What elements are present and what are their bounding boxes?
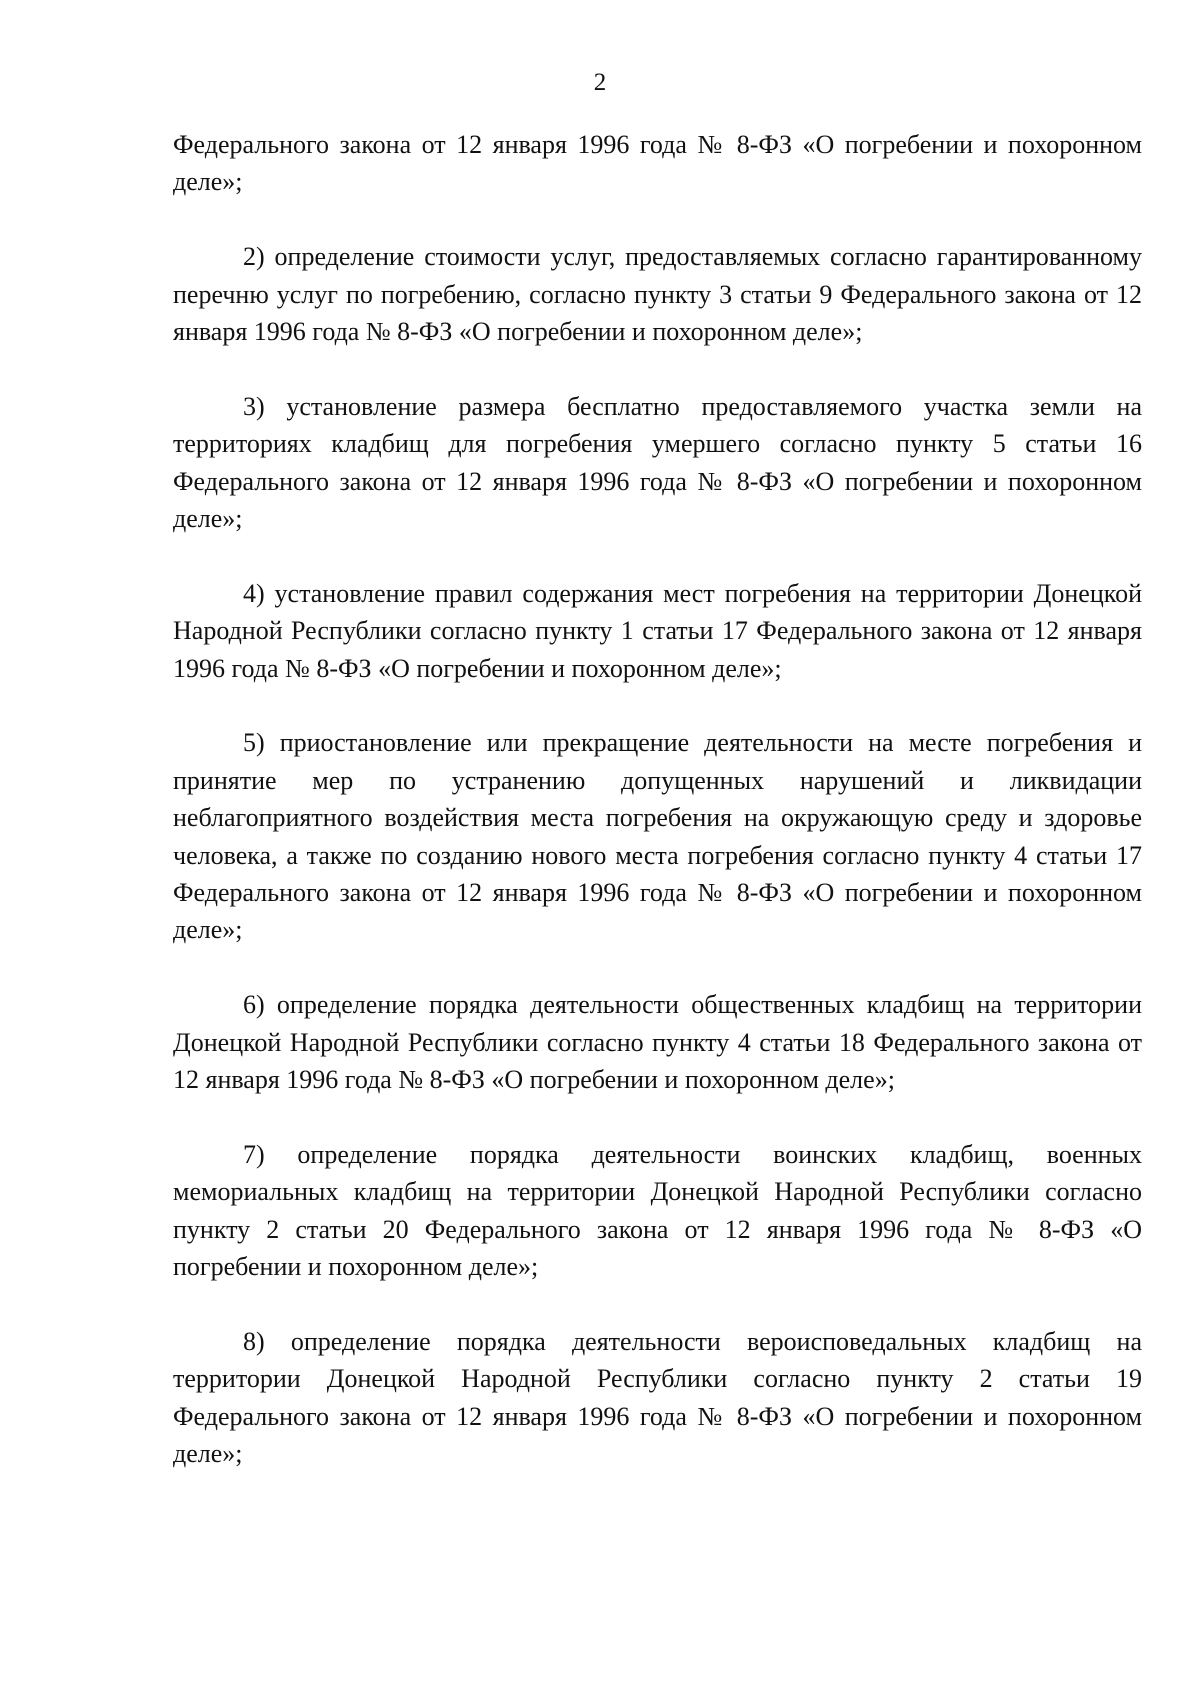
- list-item-8: 8) определение порядка деятельности вероисповедальных кладбищ на территории Донецкой Народной Республики согласно пункту 2 статьи 19 Федерального закона от 12 января 1996 года № 8-ФЗ «О погребении и похоронном деле»;: [173, 1326, 1142, 1469]
- list-item-2: 2) определение стоимости услуг, предоставляемых согласно гарантированному перечню услуг по погребению, согласно пункту 3 статьи 9 Федерального закона от 12 января 1996 года № 8-ФЗ «О погребении и похоронном деле»;: [173, 242, 1142, 347]
- document-body: [173, 126, 1142, 1473]
- paragraph-continuation: Федерального закона от 12 января 1996 года № 8-ФЗ «О погребении и похоронном деле»;: [173, 130, 1142, 197]
- page-number: 2: [593, 69, 607, 96]
- list-item-3: 3) установление размера бесплатно предоставляемого участка земли на территориях кладбищ для погребения умершего согласно пункту 5 статьи 16 Федерального закона от 12 января 1996 года № 8-ФЗ «О погребении и похоронном деле»;: [173, 391, 1142, 534]
- list-item-4: 4) установление правил содержания мест погребения на территории Донецкой Народной Республики согласно пункту 1 статьи 17 Федерального закона от 12 января 1996 года № 8-ФЗ «О погребении и похоронном деле»;: [173, 578, 1142, 683]
- list-item-5: 5) приостановление или прекращение деятельности на месте погребения и принятие мер по устранению допущенных нарушений и ликвидации неблагоприятного воздействия места погребения на окружающую среду и здоровье человека, а также по созданию нового места погребения согласно пункту 4 статьи 17 Федерального закона от 12 января 1996 года № 8-ФЗ «О погребении и похоронном деле»;: [173, 728, 1142, 945]
- list-item-6: 6) определение порядка деятельности общественных кладбищ на территории Донецкой Народной Республики согласно пункту 4 статьи 18 Федерального закона от 12 января 1996 года № 8-ФЗ «О погребении и похоронном деле»;: [173, 990, 1142, 1095]
- list-item-7: 7) определение порядка деятельности воинских кладбищ, военных мемориальных кладбищ на территории Донецкой Народной Республики согласно пункту 2 статьи 20 Федерального закона от 12 января 1996 года № 8-ФЗ «О погребении и похоронном деле»;: [173, 1139, 1142, 1282]
